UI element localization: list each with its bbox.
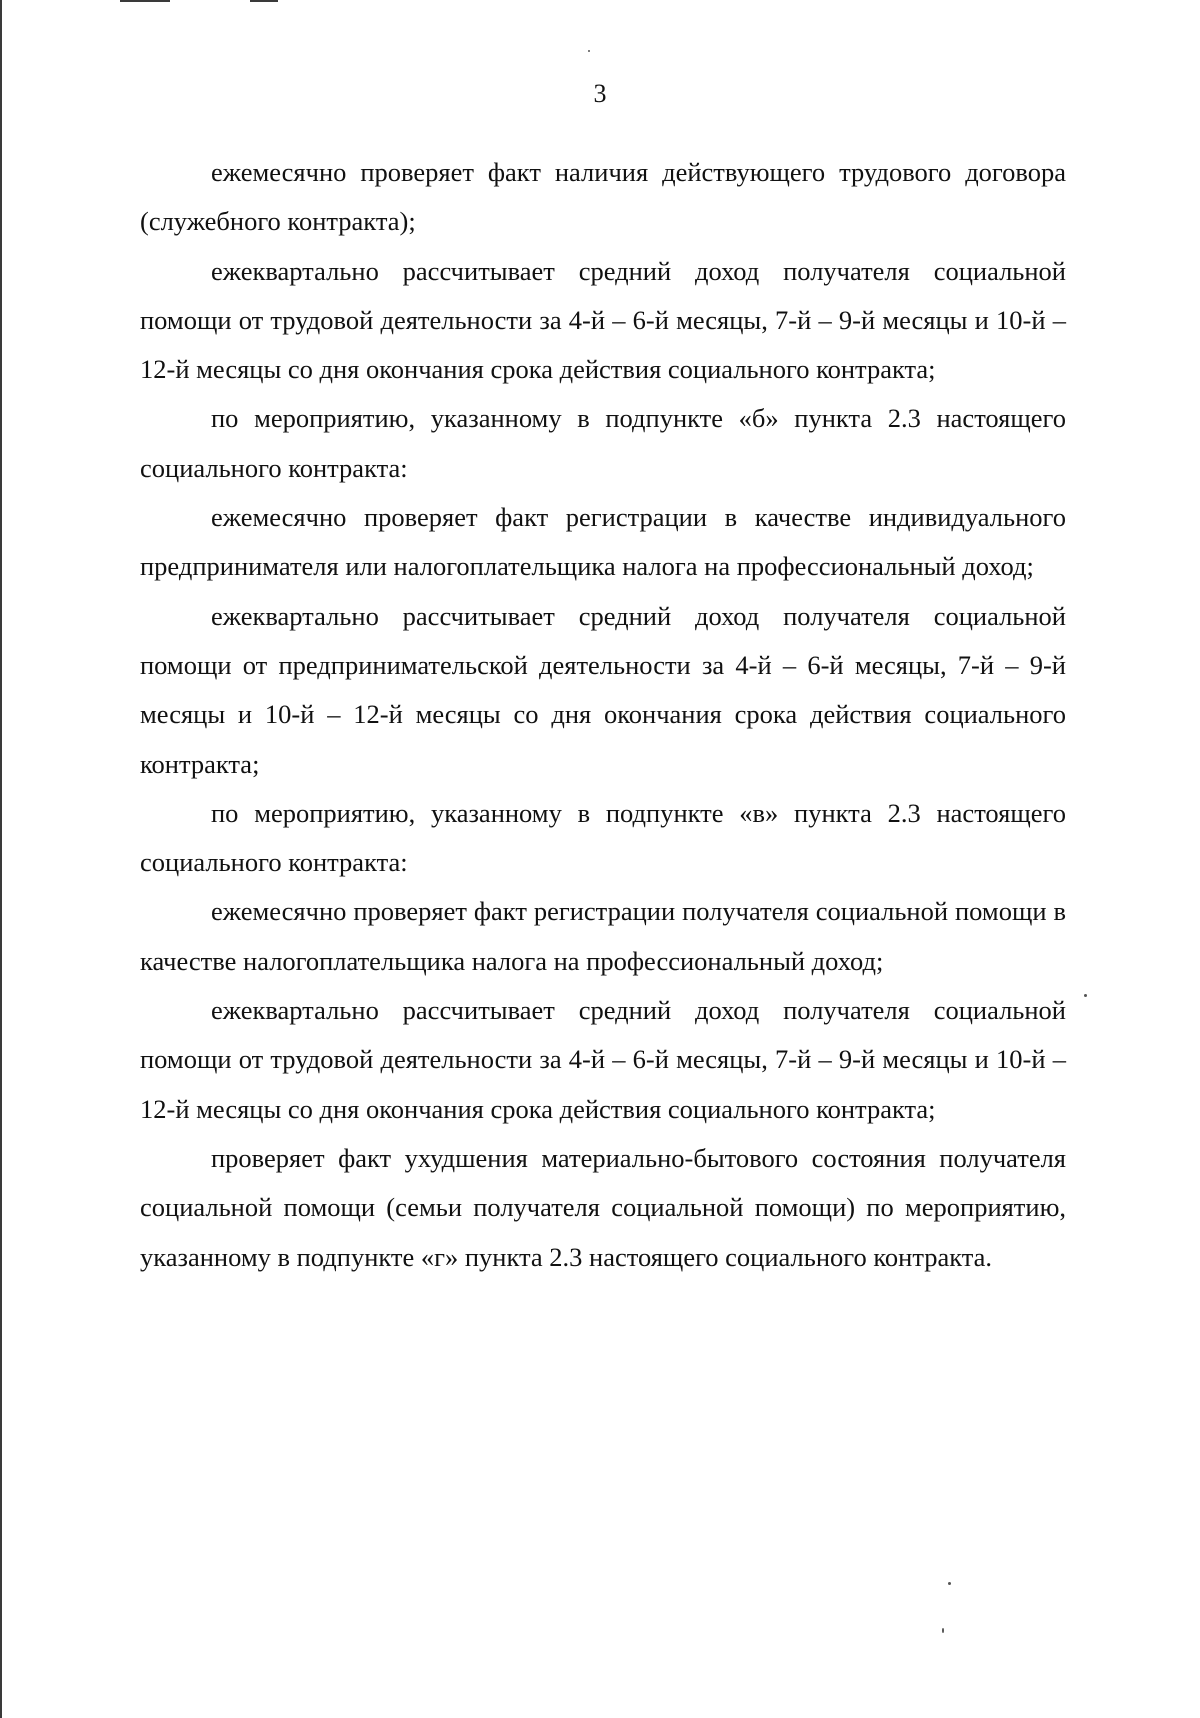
paragraph: ежеквартально рассчитывает средний доход получателя социальной помощи от трудовой деятельности за 4-й – 6-й месяцы, 7-й – 9-й месяцы и 10-й – 12-й месяцы со дня окончания срока действия социального контракта; (140, 255, 1066, 385)
paragraph: по мероприятию, указанному в подпункте «б» пункта 2.3 настоящего социального контракта: (140, 403, 1066, 483)
paragraph: ежемесячно проверяет факт регистрации в качестве индивидуального предпринимателя или налогоплательщика налога на профессиональный доход; (140, 502, 1066, 582)
paragraph: ежемесячно проверяет факт регистрации получателя социальной помощи в качестве налогоплательщика налога на профессиональный доход; (140, 896, 1066, 976)
paragraph: по мероприятию, указанному в подпункте «в» пункта 2.3 настоящего социального контракта: (140, 797, 1066, 878)
page-number: 3 (593, 79, 607, 108)
document-body (140, 148, 1066, 1282)
scan-speck (942, 1628, 944, 1633)
paragraph: ежемесячно проверяет факт наличия действующего трудового договора (служебного контракта); (140, 157, 1066, 237)
paragraph: ежеквартально рассчитывает средний доход получателя социальной помощи от трудовой деятельности за 4-й – 6-й месяцы, 7-й – 9-й месяцы и 10-й – 12-й месяцы со дня окончания срока действия социального контракта; (140, 995, 1066, 1124)
scan-top-mark (250, 0, 278, 2)
scan-speck (948, 1582, 951, 1585)
scan-speck (588, 50, 590, 52)
scan-edge-line (0, 0, 2, 1718)
scan-top-mark (120, 0, 170, 2)
paragraph: ежеквартально рассчитывает средний доход получателя социальной помощи от предпринимательской деятельности за 4-й – 6-й месяцы, 7-й – 9-й месяцы и 10-й – 12-й месяцы со дня окончания срока действия социального контракта; (140, 600, 1066, 779)
paragraph: проверяет факт ухудшения материально-бытового состояния получателя социальной помощи (семьи получателя социальной помощи) по мероприятию, указанному в подпункте «г» пункта 2.3 настоящего социального контракта. (140, 1142, 1066, 1272)
scan-speck (1084, 994, 1087, 997)
